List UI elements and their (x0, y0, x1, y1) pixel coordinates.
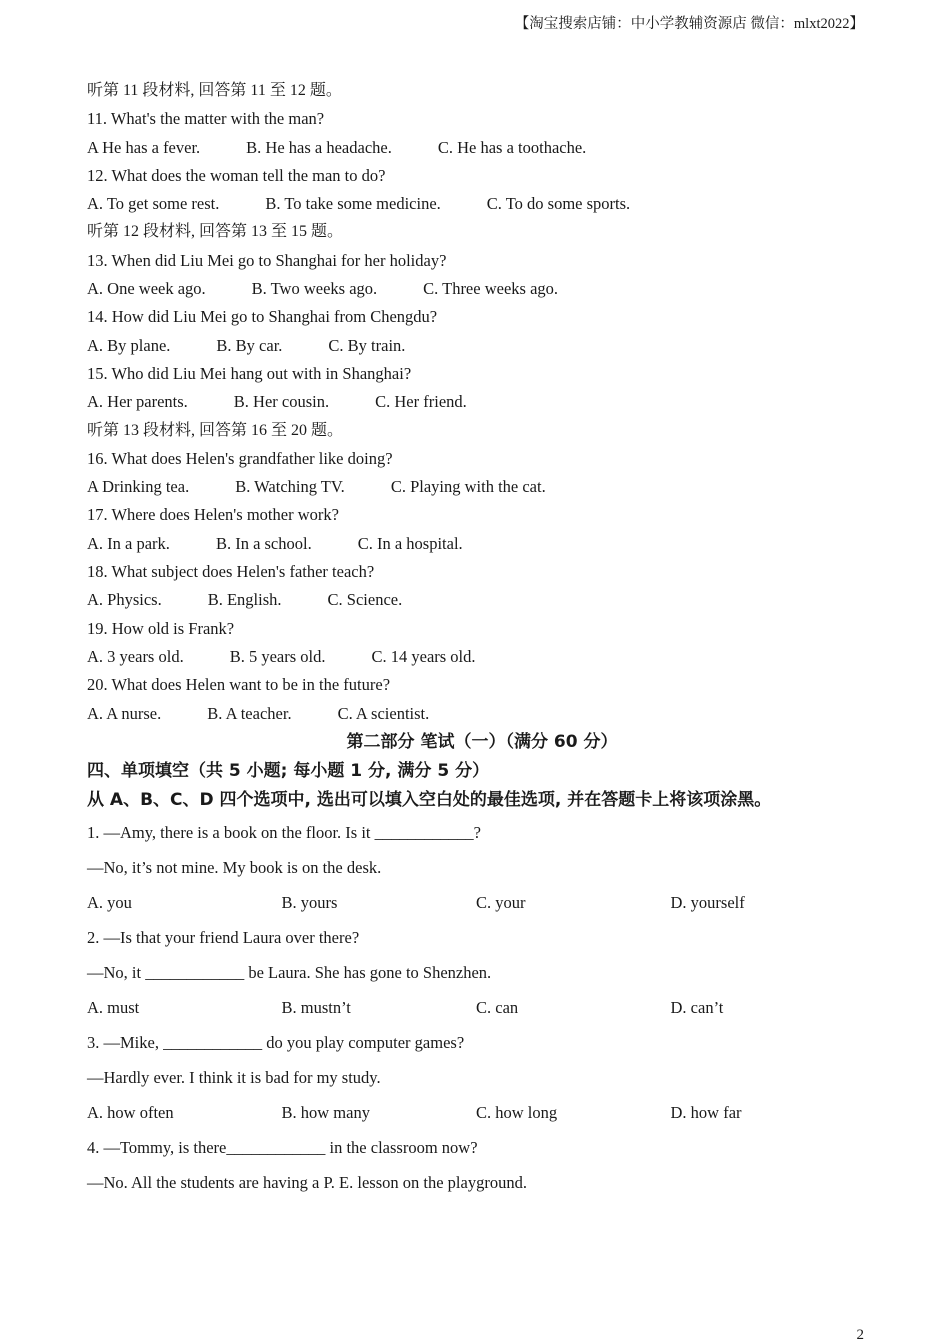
answer-option: B. To take some medicine. (265, 194, 441, 214)
answer-option: B. He has a headache. (246, 137, 392, 157)
answer-options (87, 530, 867, 558)
answer-option: A He has a fever. (87, 137, 201, 157)
answer-option: A. you (87, 892, 132, 912)
answer-option: A. 3 years old. (87, 646, 184, 666)
answer-option: D. can’t (670, 997, 724, 1017)
answer-options (87, 700, 867, 728)
answer-option: A. By plane. (87, 335, 171, 355)
answer-option: B. In a school. (215, 533, 312, 553)
question-text: 19. How old is Frank? (87, 618, 235, 638)
answer-options (87, 332, 867, 360)
question-text: 20. What does Helen want to be in the future? (87, 675, 391, 695)
question-text: 12. What does the woman tell the man to do? (87, 165, 386, 185)
answer-option: A. In a park. (87, 533, 170, 553)
question-text: 18. What subject does Helen's father teach? (87, 562, 375, 582)
question-text: —No, it’s not mine. My book is on the desk. (87, 857, 382, 877)
answer-option: C. can (476, 997, 519, 1017)
answer-options (87, 388, 867, 416)
answer-option: B. A teacher. (207, 703, 292, 723)
answer-option: C. By train. (328, 335, 406, 355)
answer-option: C. A scientist. (337, 703, 430, 723)
answer-option: B. Watching TV. (235, 477, 345, 497)
answer-option: D. yourself (670, 892, 745, 912)
question-text: 16. What does Helen's grandfather like doing? (87, 448, 393, 468)
answer-option: A. One week ago. (87, 279, 206, 299)
answer-option: D. how far (670, 1102, 742, 1122)
section-intro: 听第 13 段材料, 回答第 16 至 20 题。 (87, 421, 344, 439)
written-section (87, 815, 867, 1200)
answer-options (87, 885, 867, 920)
question-text: 2. —Is that your friend Laura over there? (87, 927, 360, 947)
answer-option: A. A nurse. (87, 703, 162, 723)
answer-option: B. yours (281, 892, 338, 912)
answer-options (87, 643, 867, 671)
answer-option: C. Playing with the cat. (390, 477, 546, 497)
listening-section (87, 77, 867, 728)
section4-instruction: 从 A、B、C、D 四个选项中, 选出可以填入空白处的最佳选项, 并在答题卡上将该项涂黑。 (87, 789, 772, 810)
page-number: 2 (856, 1327, 864, 1343)
answer-option: B. By car. (216, 335, 283, 355)
answer-option: B. 5 years old. (229, 646, 326, 666)
answer-option: A. Her parents. (87, 392, 188, 412)
question-text: 3. —Mike, ____________ do you play computer games? (87, 1032, 465, 1052)
answer-options (87, 190, 867, 218)
question-text: 13. When did Liu Mei go to Shanghai for her holiday? (87, 250, 447, 270)
answer-option: B. English. (207, 590, 282, 610)
answer-option: A. To get some rest. (87, 194, 220, 214)
question-text: 1. —Amy, there is a book on the floor. Is it ____________? (87, 822, 481, 842)
answer-options (87, 1095, 867, 1130)
question-text: 11. What's the matter with the man? (87, 109, 325, 129)
answer-option: B. Two weeks ago. (251, 279, 378, 299)
answer-option: A. Physics. (87, 590, 162, 610)
answer-option: C. To do some sports. (486, 194, 631, 214)
question-text: —No, it ____________ be Laura. She has gone to Shenzhen. (87, 962, 492, 982)
answer-option: C. 14 years old. (371, 646, 476, 666)
answer-option: C. your (476, 892, 526, 912)
answer-options (87, 990, 867, 1025)
answer-options (87, 473, 867, 501)
question-text: 15. Who did Liu Mei hang out with in Shanghai? (87, 363, 412, 383)
part2-title: 第二部分 笔试（一）（满分 60 分） (346, 731, 618, 752)
section4-title: 四、单项填空（共 5 小题; 每小题 1 分, 满分 5 分） (87, 760, 490, 781)
answer-option: B. Her cousin. (233, 392, 330, 412)
question-text: 4. —Tommy, is there____________ in the classroom now? (87, 1137, 478, 1157)
answer-option: A. how often (87, 1102, 174, 1122)
answer-option: C. Science. (327, 590, 403, 610)
question-text: —Hardly ever. I think it is bad for my study. (87, 1067, 381, 1087)
answer-option: B. how many (281, 1102, 370, 1122)
answer-option: A Drinking tea. (87, 477, 190, 497)
question-text: 17. Where does Helen's mother work? (87, 505, 339, 525)
answer-option: C. Three weeks ago. (423, 279, 559, 299)
answer-option: A. must (87, 997, 140, 1017)
answer-option: C. Her friend. (375, 392, 467, 412)
answer-option: B. mustn’t (281, 997, 351, 1017)
section-intro: 听第 12 段材料, 回答第 13 至 15 题。 (87, 223, 344, 241)
question-text: 14. How did Liu Mei go to Shanghai from Chengdu? (87, 307, 438, 327)
answer-option: C. He has a toothache. (437, 137, 587, 157)
answer-options (87, 586, 867, 614)
answer-options (87, 275, 867, 303)
question-text: —No. All the students are having a P. E. lesson on the playground. (87, 1172, 527, 1192)
section-intro: 听第 11 段材料, 回答第 11 至 12 题。 (87, 82, 342, 99)
page-header: 【淘宝搜索店铺：中小学教辅资源店 微信：mlxt2022】 (514, 16, 864, 32)
answer-options (87, 134, 867, 162)
answer-option: C. how long (476, 1102, 558, 1122)
exam-content (87, 77, 867, 1200)
answer-option: C. In a hospital. (357, 533, 463, 553)
